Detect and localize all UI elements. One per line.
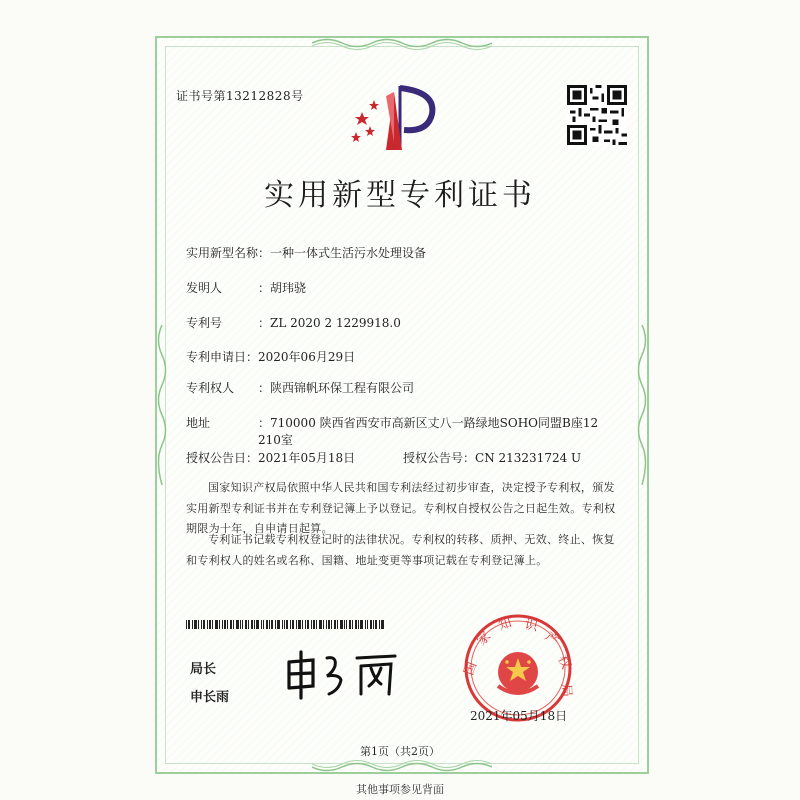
field-application-date <box>186 348 355 365</box>
field-grant-date <box>186 449 355 466</box>
field-patent-number: 专利号 ：ZL 2020 2 1229918.0 <box>186 316 401 330</box>
footer-note: 其他事项参见背面 <box>356 783 444 796</box>
right-ornament <box>635 325 649 485</box>
label-patentee: 专利权人 <box>186 381 235 395</box>
svg-text:局: 局 <box>558 683 574 698</box>
grant-paragraph: 国家知识产权局依照中华人民共和国专利法经过初步审查，决定授予专利权，颁发实用新型专利证书并在专利登记簿上予以登记。专利权自授权公告之日起生效。专利权期限为十年，自申请日起算。 <box>186 481 616 535</box>
svg-text:权: 权 <box>554 653 574 672</box>
value-patentee: 陕西锦帆环保工程有限公司 <box>270 381 415 395</box>
value-inventor: 胡玮骁 <box>270 281 307 295</box>
certificate-title: 实用新型专利证书 <box>264 178 536 213</box>
field-patentee: 专利权人 ：陕西锦帆环保工程有限公司 <box>186 381 415 395</box>
field-inventor: 发明人 ：胡玮骁 <box>186 281 307 295</box>
value-address-line1: 710000 陕西省西安市高新区丈八一路绿地SOHO同盟B座12 <box>270 416 599 430</box>
legal-status-paragraph: 专利证书记载专利权登记时的法律状况。专利权的转移、质押、无效、终止、恢复和专利权人的姓名或名称、国籍、地址变更等事项记载在专利登记簿上。 <box>186 533 615 567</box>
label-address: 地址 <box>186 416 211 430</box>
label-utility-model-name: 实用新型名称： <box>186 246 271 260</box>
value-grant-number: CN 213231724 U <box>475 451 582 465</box>
qr-code-icon <box>567 85 627 145</box>
value-address-line2: 210室 <box>258 433 293 447</box>
svg-text:产: 产 <box>541 629 562 650</box>
bottom-ornament <box>312 760 492 774</box>
label-patent-number: 专利号 <box>186 316 223 330</box>
field-grant-number <box>403 449 581 466</box>
director-title: 局长 <box>190 662 217 677</box>
svg-text:国: 国 <box>461 660 481 678</box>
top-ornament <box>312 36 492 50</box>
value-application-date: 2020年06月29日 <box>258 350 356 364</box>
label-application-date: 专利申请日： <box>186 350 259 364</box>
label-grant-number: 授权公告号： <box>403 451 476 465</box>
svg-text:家: 家 <box>474 629 495 649</box>
page-number: 第1页（共2页） <box>360 745 440 758</box>
cnipa-logo <box>348 82 448 154</box>
director-name: 申长雨 <box>190 690 230 705</box>
barcode <box>186 620 384 629</box>
director-signature <box>283 648 405 702</box>
certificate-number: 证书号第13212828号 <box>176 89 304 103</box>
left-ornament <box>155 325 169 485</box>
value-grant-date: 2021年05月18日 <box>258 451 356 465</box>
value-utility-model-name: 一种一体式生活污水处理设备 <box>270 246 427 260</box>
field-utility-model-name <box>186 244 426 261</box>
value-patent-number: ZL 2020 2 1229918.0 <box>270 316 401 330</box>
svg-text:知: 知 <box>496 615 514 634</box>
svg-text:识: 识 <box>523 617 540 635</box>
label-grant-date: 授权公告日： <box>186 451 259 465</box>
official-seal <box>452 610 584 722</box>
seal-date: 2021年05月18日 <box>470 709 568 723</box>
label-inventor: 发明人 <box>186 281 223 295</box>
field-address: 地址 ：710000 陕西省西安市高新区丈八一路绿地SOHO同盟B座12 <box>186 416 599 430</box>
